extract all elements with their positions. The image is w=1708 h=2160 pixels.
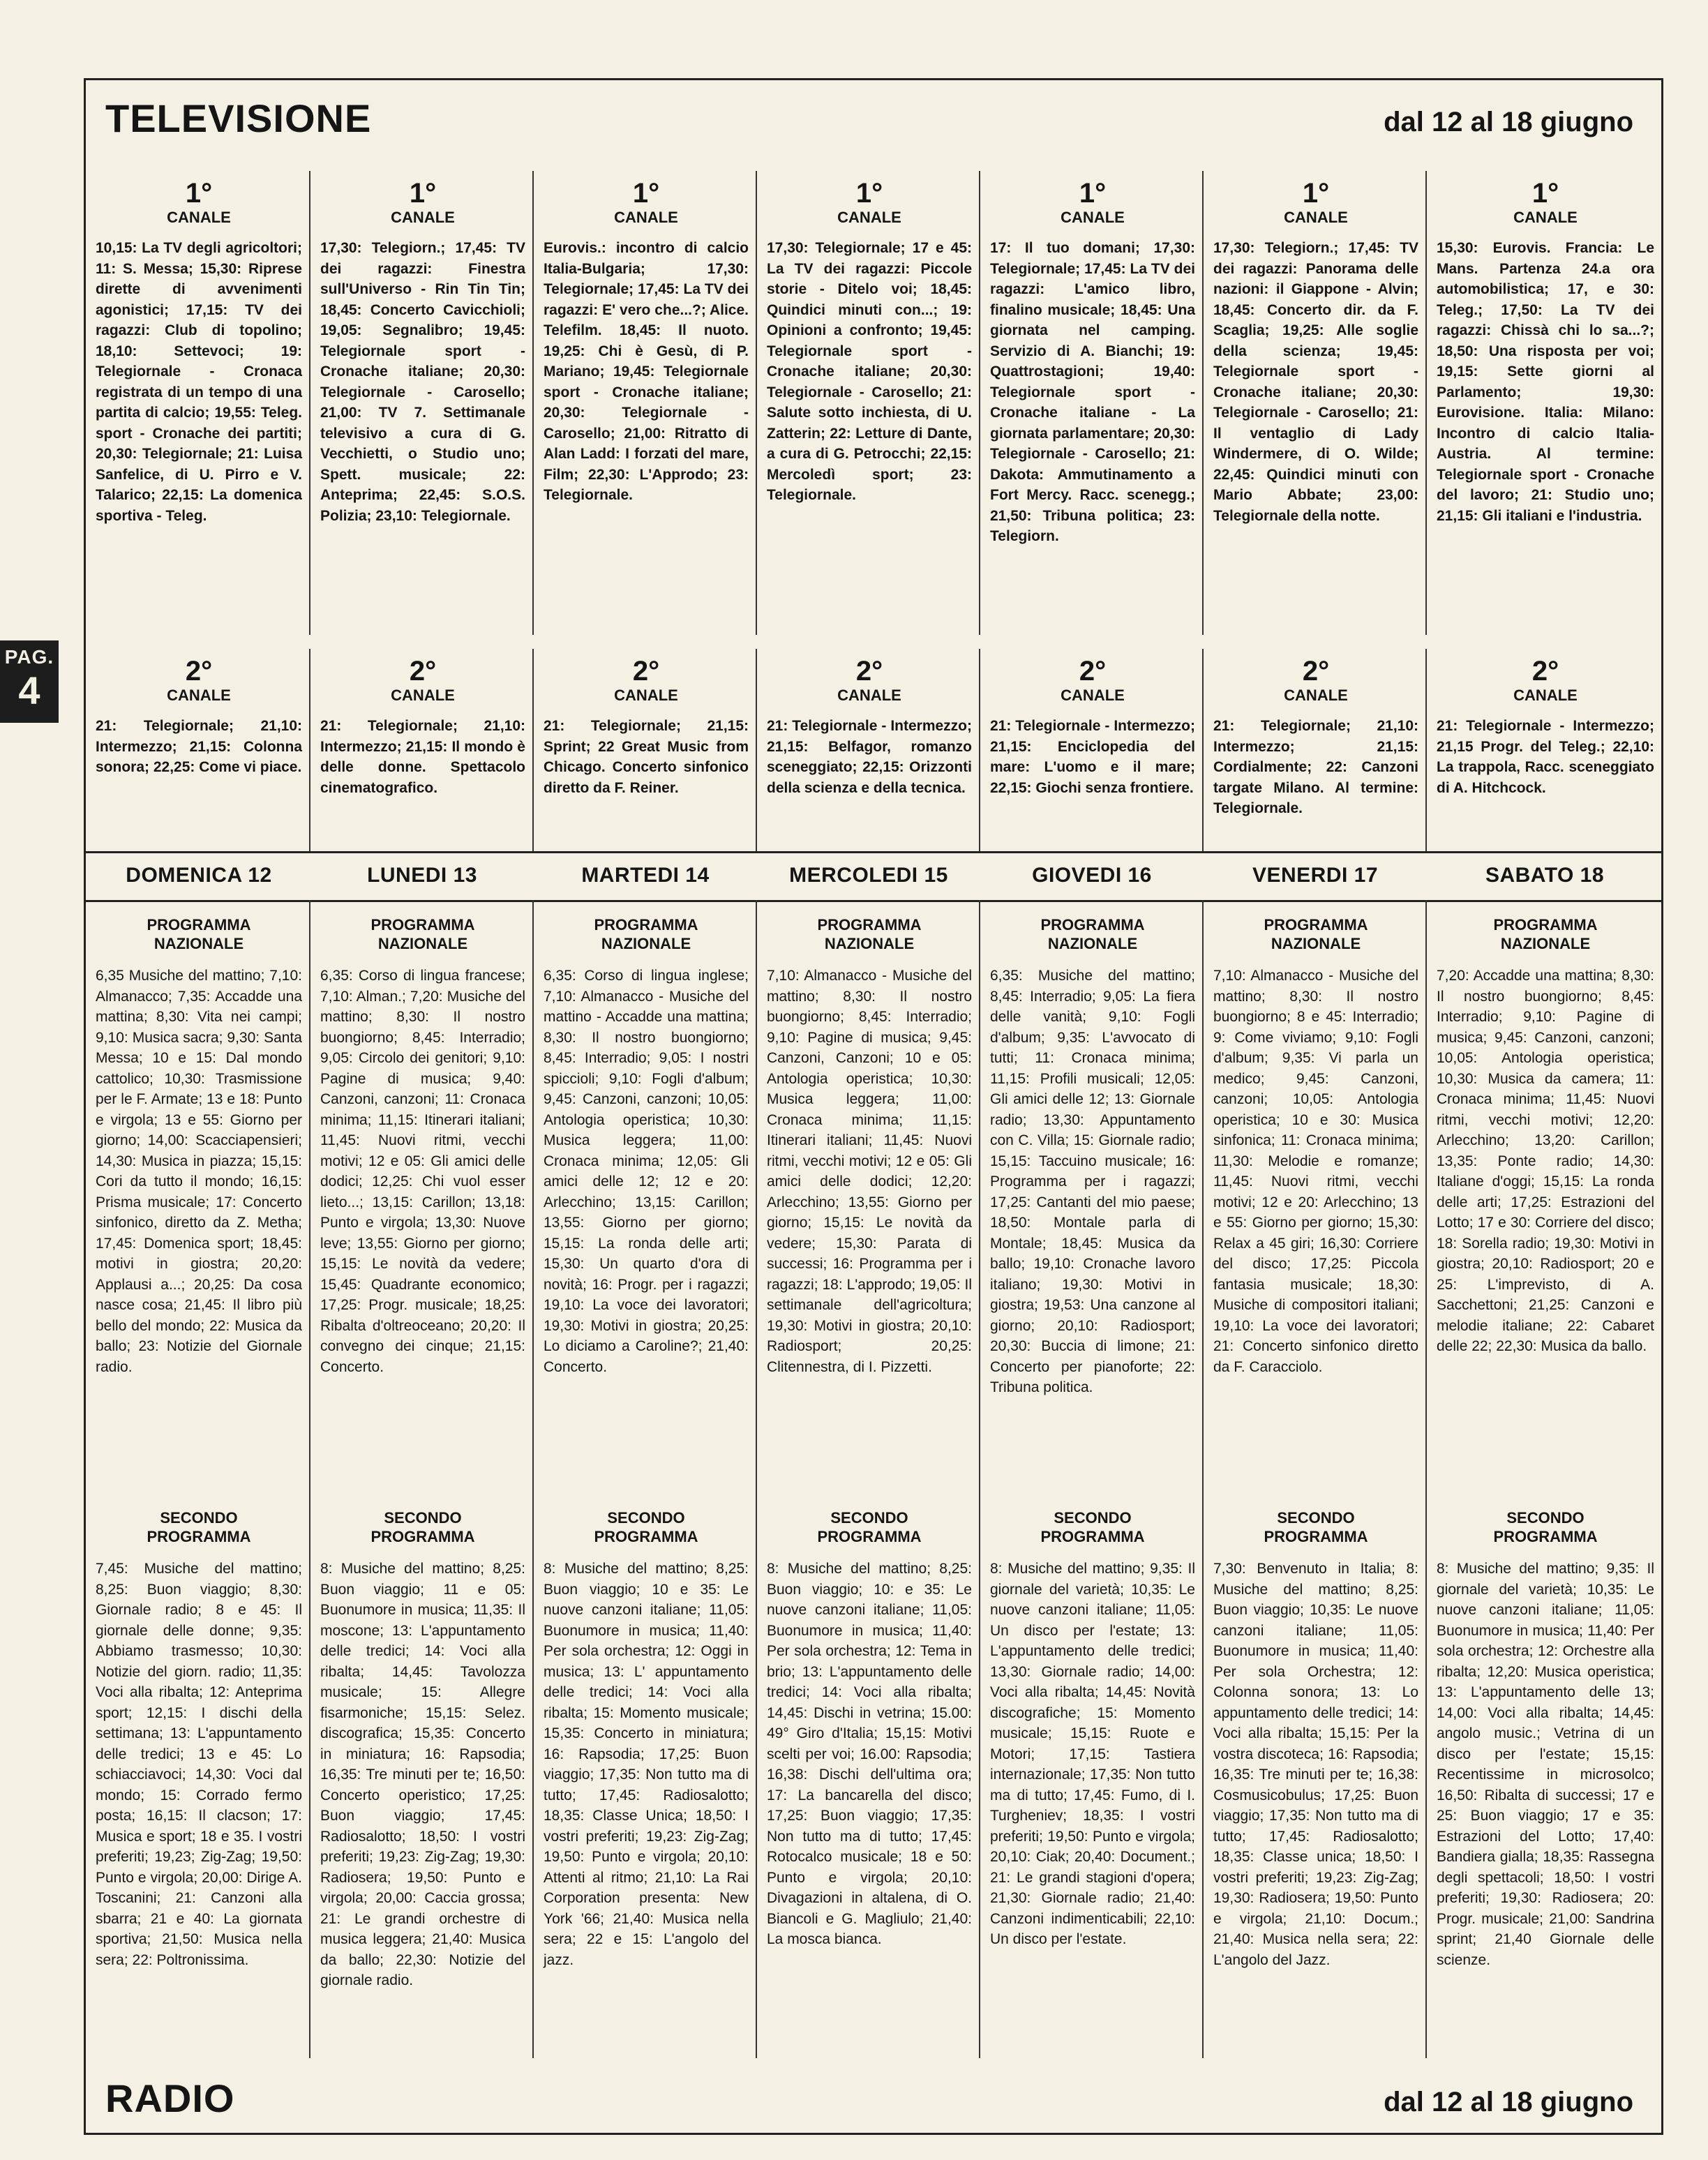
radio-nazionale-lunedi (309, 900, 532, 1493)
channel-label: CANALE (391, 209, 455, 226)
channel-label: CANALE (391, 687, 455, 704)
channel-label: CANALE (1513, 687, 1578, 704)
channel1-number: 1° (1531, 178, 1559, 209)
day-name: MARTEDI 14 (581, 864, 710, 887)
radio-secondo-lunedi (309, 1493, 532, 2058)
channel-label: CANALE (837, 687, 901, 704)
secondo-programma-label: SECONDO PROGRAMMA (370, 1509, 475, 1545)
radio-nazionale-sabato (1425, 900, 1661, 1493)
tv-channel1-sabato (1425, 171, 1661, 635)
tv-program-text: 21: Telegiornale; 21,15: Sprint; 22 Great Music from Chicago. Concerto sinfonico diretto da F. Reiner. (544, 718, 749, 796)
tv-program-text: 17,30: Telegiornale; 17 e 45: La TV dei ragazzi: Piccole storie - Ditelo voi; 18,45: Quindici minuti con...; 19: Opinioni a confronto; 19,45: Telegiornale sport - Cronache italiane; 20,30: Telegiornale - Carosello; 21: Salute sotto inchiesta, di U. Zatterin; 22: Letture di Dante, a cura di G. Petrocchi; 22,15: Mercoledì sport; 23: Telegiornale. (767, 240, 972, 503)
channel2-number: 2° (1079, 656, 1107, 687)
channel-label: CANALE (1284, 687, 1348, 704)
day-heading (86, 851, 309, 900)
channel2-number: 2° (1302, 656, 1330, 687)
radio-secondo-mercoledi (756, 1493, 979, 2058)
radio-secondo-venerdi (1202, 1493, 1425, 2058)
day-heading (1202, 851, 1425, 900)
tv-channel2-lunedi (309, 649, 532, 851)
radio-program-text: 7,30: Benvenuto in Italia; 8: Musiche del mattino; 8,25: Buon viaggio; 10,35: Le nuove canzoni italiane; 11,05: Buonumore in musica; 11,40: Per sola Orchestra; 12: Colonna sonora; 13: Lo appuntamento delle tredici; 14: Voci alla ribalta; 15,15: Per la vostra discoteca; 16: Rapsodia; 16,35: Tre minuti per te; 16,38: Cosmusicobulus; 17,25: Buon viaggio; 17,35: Non tutto ma di tutto; 17,45: Radiosalotto; 18,35: Classe unica; 18,50: I vostri preferiti; 19,23: Zig-Zag; 19,30: Radiosera; 19,50: Punto e virgola; 21,10: Docum.; 21,40: Musica nella sera; 22: L'angolo del Jazz. (1213, 1561, 1418, 1968)
channel-label: CANALE (1061, 687, 1125, 704)
channel2-number: 2° (632, 656, 660, 687)
radio-program-text: 6,35: Musiche del mattino; 8,45: Interradio; 9,05: La fiera delle vanità; 9,10: Fogli d'album; 9,35: L'avvocato di tutti; 11: Cronaca minima; 11,15: Profili musicali; 12,05: Gli amici delle 12; 13: Giornale radio; 13,30: Appuntamento con C. Villa; 15: Giornale radio; 15,15: Taccuino musicale; 16: Programma per i ragazzi; 17,25: Cantanti del mio paese; 18,50: Montale parla di Montale; 18,45: Musica da ballo; 19,10: Cronache lavoro italiano; 19,30: Motivi in giostra; 19,53: Una canzone al giorno; 20,10: Radiosport; 20,30: Buccia di limone; 21: Concerto per pianoforte; 22: Tribuna politica. (990, 968, 1195, 1395)
radio-program-text: 7,20: Accadde una mattina; 8,30: Il nostro buongiorno; 8,45: Interradio; 9,10: Pagine di musica; 9,45: Canzoni, canzoni; 10,05: Antologia operistica; 10,30: Musica da camera; 11: Cronaca minima; 11,45: Nuovi ritmi, vecchi motivi; 12,20: Arlecchino; 13,20: Carillon; 13,35: Ponte radio; 14,30: Italiane d'oggi; 15,15: La ronda delle arti; 17,25: Estrazioni del Lotto; 17 e 30: Corriere del disco; 18: Sorella radio; 19,30: Motivi in giostra; 20,10: Radiosport; 20 e 25: L'imprevisto, di A. Sacchettoni; 21,25: Canzoni e melodie italiane; 22: Cabaret delle 22; 22,30: Musica da ballo. (1437, 968, 1654, 1354)
radio-program-text: 8: Musiche del mattino; 8,25: Buon viaggio; 11 e 05: Buonumore in musica; 11,35: Il moscone; 13: L'appuntamento delle tredici; 14: Voci alla ribalta; 14,45: Tavolozza musicale; 15: Allegre fisarmoniche; 15,15: Selez. discografica; 15,35: Concerto in miniatura; 16: Rapsodia; 16,35: Tre minuti per te; 16,50: Concerto operistico; 17,25: Buon viaggio; 17,45: Radiosalotto; 18,50: I vostri preferiti; 19,23: Zig-Zag; 19,30: Radiosera; 19,50: Punto e virgola; 20,00: Caccia grossa; 21: Le grandi orchestre di musica leggera; 21,40: Musica da ballo; 22,30: Notizie del giornale radio. (320, 1561, 525, 1988)
day-heading (979, 851, 1202, 900)
radio-secondo-giovedi (979, 1493, 1202, 2058)
radio-program-text: 8: Musiche del mattino; 8,25: Buon viaggio; 10 e 35: Le nuove canzoni italiane; 11,05: Buonumore in musica; 11,40: Per sola orchestra; 12: Oggi in musica; 13: L' appuntamento delle tredici; 14: Voci alla ribalta; 15: Momento musicale; 15,35: Concerto in miniatura; 16: Rapsodia; 17,25: Buon viaggio; 17,35: Non tutto ma di tutto; 17,45: Radiosalotto; 18,35: Classe Unica; 18,50: I vostri preferiti; 19,23: Zig-Zag; 19,50: Punto e virgola; 20,10: Attenti al ritmo; 21,10: La Rai Corporation presenta: New York '66; 21,40: Musica nella sera; 22 e 15: L'angolo del jazz. (544, 1561, 749, 1968)
tv-date-range: dal 12 al 18 giugno (1384, 107, 1633, 137)
tv-program-text: 17: Il tuo domani; 17,30: Telegiornale; 17,45: La TV dei ragazzi: L'amico libro, finalino musicale; 18,45: Una giornata nel camping. Servizio di A. Bianchi; 19: Quattrostagioni; 19,40: Telegiornale sport - Cronache italiane - La giornata parlamentare; 20,30: Telegiornale - Carosello; 21: Dakota: Ammutinamento a Fort Mercy. Racc. scenegg.; 21,50: Tribuna politica; 23: Telegiorn. (990, 240, 1195, 544)
tv-program-text: 17,30: Telegiorn.; 17,45: TV dei ragazzi: Panorama delle nazioni: il Giappone - Alvin; 18,45: Concerto dir. da F. Scaglia; 19,25: Alle soglie della scienza; 19,45: Telegiornale sport - Cronache italiane; 20,30: Telegiornale - Carosello; 21: Il ventaglio di Lady Windermere, di O. Wilde; 22,45: Quindici minuti con Mario Abbate; 23,00: Telegiornale della notte. (1213, 240, 1418, 524)
day-heading (756, 851, 979, 900)
day-name: VENERDI 17 (1252, 864, 1379, 887)
radio-nazionale-martedi (532, 900, 756, 1493)
tv-program-text: 21: Telegiornale; 21,10: Intermezzo; 21,15: Cordialmente; 22: Canzoni targate Milano. Al termine: Telegiornale. (1213, 718, 1418, 816)
radio-program-text: 8: Musiche del mattino; 9,35: Il giornale del varietà; 10,35: Le nuove canzoni italiane; 11,05: Un disco per l'estate; 13: L'appuntamento delle tredici; 13,30: Giornale radio; 14,00: Voci alla ribalta; 14,45: Novità discografiche; 15: Momento musicale; 15,15: Ruote e Motori; 17,15: Tastiera internazionale; 17,35: Non tutto ma di tutto; 17,45: Fumo, di I. Turgheniev; 18,35: I vostri preferiti; 19,50: Punto e virgola; 20,10: Ciak; 20,40: Document.; 21: Le grandi stagioni d'opera; 21,30: Giornale radio; 21,40: Canzoni indimenticabili; 22,10: Un disco per l'estate. (990, 1561, 1195, 1947)
channel2-number: 2° (409, 656, 437, 687)
day-heading (309, 851, 532, 900)
secondo-programma-label: SECONDO PROGRAMMA (1493, 1509, 1598, 1545)
channel-label: CANALE (837, 209, 901, 226)
channel-label: CANALE (167, 209, 231, 226)
radio-program-text: 6,35 Musiche del mattino; 7,10: Almanacco; 7,35: Accadde una mattina; 8,30: Vita nei campi; 9,10: Musica sacra; 9,30: Santa Messa; 10 e 15: Dal mondo cattolico; 10,30: Trasmissione per le F. Armate; 13 e 18: Punto e virgola; 13 e 55: Giorno per giorno; 14,00: Scacciapensieri; 14,30: Musica in piazza; 15,15: Cori da tutto il mondo; 16,15: Prisma musicale; 17: Concerto sinfonico, diretto da Z. Metha; 17,45: Domenica sport; 18,45: motivi in giostra; 20,20: Applausi a...; 20,25: Da cosa nasce cosa; 21,45: Il libro più bello del mondo; 22: Musica da ballo; 23: Notizie del Giornale radio. (96, 968, 302, 1375)
tv-program-text: 21: Telegiornale; 21,10: Intermezzo; 21,15: Colonna sonora; 22,25: Come vi piace. (96, 718, 302, 775)
channel1-number: 1° (1079, 178, 1107, 209)
tv-channel2-giovedi (979, 649, 1202, 851)
day-name: MERCOLEDI 15 (789, 864, 948, 887)
radio-program-text: 6,35: Corso di lingua inglese; 7,10: Almanacco - Musiche del mattino - Accadde una mattina; 8,30: Il nostro buongiorno; 8,45: Interradio; 9,05: I nostri spiccioli; 9,10: Fogli d'album; 9,45: Canzoni, canzoni; 10,05: Antologia operistica; 10,30: Musica leggera; 11,00: Cronaca minima; 12,05: Gli amici delle 12; 12 e 20: Arlecchino; 13,15: Carillon; 13,55: Giorno per giorno; 15,15: La ronda delle arti; 15,30: Un quarto d'ora di novità; 16: Progr. per i ragazzi; 19,10: La voce dei lavoratori; 19,30: Motivi in giostra; 20,25: Lo diciamo a Caroline?; 21,40: Concerto. (544, 968, 749, 1375)
tv-header (86, 80, 1661, 147)
programma-nazionale-label: PROGRAMMA NAZIONALE (594, 916, 698, 952)
programma-nazionale-label: PROGRAMMA NAZIONALE (817, 916, 922, 952)
tv-channel2-martedi (532, 649, 756, 851)
tv-program-text: 15,30: Eurovis. Francia: Le Mans. Partenza 24.a ora automobilistica; 17, e 30: Teleg.; 17,50: La TV dei ragazzi: Chissà chi lo sa...?; 18,50: Una risposta per voi; 19,15: Sette giorni al Parlamento; 19,30: Eurovisione. Italia: Milano: Incontro di calcio Italia-Austria. Al termine: Telegiornale sport - Cronache del lavoro; 21: Studio uno; 21,15: Gli italiani e l'industria. (1437, 240, 1654, 524)
radio-secondo-martedi (532, 1493, 756, 2058)
tv-channel2-venerdi (1202, 649, 1425, 851)
channel-label: CANALE (1061, 209, 1125, 226)
radio-program-text: 8: Musiche del mattino; 8,25: Buon viaggio; 10: e 35: Le nuove canzoni italiane; 11,05: Buonumore in musica; 11,40: Per sola orchestra; 12: Tema in brio; 13: L'appuntamento delle tredici; 14: Voci alla ribalta; 14,45: Dischi in vetrina; 15.00: 49° Giro d'Italia; 15,15: Motivi scelti per voi; 16.00: Rapsodia; 16,38: Dischi dell'ultima ora; 17: La bancarella del disco; 17,25: Buon viaggio; 17,35: Non tutto ma di tutto; 17,45: Rotocalco musicale; 18 e 50: Punto e virgola; 20,10: Divagazioni in altalena, di O. Biancoli e G. Magliulo; 21,40: La mosca bianca. (767, 1561, 972, 1947)
radio-footer (86, 2059, 1661, 2126)
radio-nazionale-venerdi (1202, 900, 1425, 1493)
tv-program-text: Eurovis.: incontro di calcio Italia-Bulgaria; 17,30: Telegiornale; 17,45: La TV dei ragazzi: E' vero che...?; Alice. Telefilm. 18,45: Il nuoto. 19,25: Chi è Gesù, di P. Mariano; 19,45: Telegiornale sport - Cronache italiane; 20,30: Telegiornale - Carosello; 21,00: Ritratto di Alan Ladd: I forzati del mare, Film; 22,30: L'Approdo; 23: Telegiornale. (544, 240, 749, 503)
secondo-programma-label: SECONDO PROGRAMMA (1264, 1509, 1368, 1545)
channel2-number: 2° (185, 656, 213, 687)
channel-label: CANALE (1284, 209, 1348, 226)
channel-label: CANALE (614, 209, 678, 226)
channel1-number: 1° (632, 178, 660, 209)
radio-program-text: 6,35: Corso di lingua francese; 7,10: Alman.; 7,20: Musiche del mattino; 8,30: Il nostro buongiorno; 8,45: Interradio; 9,05: Circolo dei genitori; 9,10: Pagine di musica; 9,40: Canzoni, canzoni; 11: Cronaca minima; 11,15: Itinerari italiani; 11,45: Nuovi ritmi, vecchi motivi; 12 e 05: Gli amici delle dodici; 12,25: Chi vuol esser lieto...; 13,15: Carillon; 13,18: Punto e virgola; 13,30: Nuove leve; 13,55: Giorno per giorno; 15,15: Le novità da vedere; 15,45: Quadrante economico; 17,25: Progr. musicale; 18,25: Ribalta d'oltreoceano; 20,20: Il convegno dei cinque; 21,15: Concerto. (320, 968, 525, 1375)
secondo-programma-label: SECONDO PROGRAMMA (1040, 1509, 1145, 1545)
tv-channel2-mercoledi (756, 649, 979, 851)
tv-program-text: 10,15: La TV degli agricoltori; 11: S. Messa; 15,30: Riprese dirette di avvenimenti agonistici; 17,15: TV dei ragazzi: Club di topolino; 18,10: Settevoci; 19: Telegiornale - Cronaca registrata di un tempo di una partita di calcio; 19,55: Teleg. sport - Cronache dei partiti; 20,30: Telegiornale; 21: Luisa Sanfelice, di U. Pirro e V. Talarico; 22,15: La domenica sportiva - Teleg. (96, 240, 302, 524)
channel-label: CANALE (167, 687, 231, 704)
secondo-programma-label: SECONDO PROGRAMMA (147, 1509, 251, 1545)
tv-channel1-domenica (86, 171, 309, 635)
tv-channel1-mercoledi (756, 171, 979, 635)
radio-program-text: 8: Musiche del mattino; 9,35: Il giornale del varietà; 10,35: Le nuove canzoni italiane; 11,05: Buonumore in musica; 11,40: Per sola orchestra; 12: Orchestre alla ribalta; 12,20: Musica operistica; 13: L'appuntamento delle 13; 14,00: Voci alla ribalta; 14,45: angolo music.; Vetrina di un disco per l'estate; 15,15: Recentissime in microsolco; 16,50: Ribalta di successi; 17 e 25: Buon viaggio; 17 e 35: Estrazioni del Lotto; 17,40: Bandiera gialla; 18,35: Rassegna degli spettacoli; 18,50: I vostri preferiti; 19,30: Radiosera; 20: Progr. musicale; 21,00: Sandrina sprint; 21,40 Giornale delle scienze. (1437, 1561, 1654, 1968)
radio-secondo-sabato (1425, 1493, 1661, 2058)
radio-program-text: 7,10: Almanacco - Musiche del mattino; 8,30: Il nostro buongiorno; 8 e 45: Interradio; 9: Come viviamo; 9,10: Fogli d'album; 9,35: Vi parla un medico; 9,45: Canzoni, canzoni; 10,05: Antologia operistica; 10 e 30: Musica sinfonica; 11: Cronaca minima; 11,30: Melodie e romanze; 11,45: Nuovi ritmi, vecchi motivi; 12 e 20: Arlecchino; 13 e 55: Giorno per giorno; 15,30: Relax a 45 giri; 16,30: Corriere del disco; 17,25: Piccola fantasia musicale; 18,30: Musiche di compositori italiani; 19,10: La voce dei lavoratori; 21: Concerto sinfonico diretto da F. Caracciolo. (1213, 968, 1418, 1375)
channel1-number: 1° (1302, 178, 1330, 209)
channel1-number: 1° (855, 178, 883, 209)
channel2-number: 2° (855, 656, 883, 687)
tv-channel2-domenica (86, 649, 309, 851)
tv-section-title: TELEVISIONE (105, 96, 372, 140)
radio-section-title: RADIO (105, 2076, 235, 2120)
radio-date-range: dal 12 al 18 giugno (1384, 2087, 1633, 2117)
programma-nazionale-label: PROGRAMMA NAZIONALE (1493, 916, 1598, 952)
page-number-tab (0, 640, 59, 723)
day-name: SABATO 18 (1485, 864, 1605, 887)
channel1-number: 1° (185, 178, 213, 209)
programma-nazionale-label: PROGRAMMA NAZIONALE (147, 916, 251, 952)
radio-program-text: 7,10: Almanacco - Musiche del mattino; 8,30: Il nostro buongiorno; 8,45: Interradio; 9,10: Pagine di musica; 9,45: Canzoni, Canzoni; 10 e 05: Antologia operistica; 10,30: Musica leggera; 11,00: Cronaca minima; 11,15: Itinerari italiani; 11,45: Nuovi ritmi, vecchi motivi; 12 e 05: Gli amici delle dodici; 12,20: Arlecchino; 13,55: Giorno per giorno; 15,15: Le novità da vedere; 15,30: Parata di successi; 16: Programma per i ragazzi; 18: L'approdo; 19,05: Il settimanale dell'agricoltura; 19,30: Motivi in giostra; 20,10: Radiosport; 20,25: Clitennestra, di I. Pizzetti. (767, 968, 972, 1375)
radio-nazionale-domenica (86, 900, 309, 1493)
radio-program-text: 7,45: Musiche del mattino; 8,25: Buon viaggio; 8,30: Giornale radio; 8 e 45: Il giornale delle donne; 9,35: Abbiamo trasmesso; 10,30: Notizie del giorn. radio; 11,35: Voci alla ribalta; 12: Anteprima sport; 12,15: I dischi della settimana; 13: L'appuntamento delle tredici; 13 e 45: Lo schiacciavoci; 14,30: Voci dal mondo; 15: Corrado fermo posta; 16,15: Il clacson; 17: Musica e sport; 18 e 35. I vostri preferiti; 19,23; Zig-Zag; 19,50: Punto e virgola; 20,00: Dirige A. Toscanini; 21: Canzoni alla sbarra; 21 e 40: La giornata sportiva; 21,50: Musica nella sera; 22: Poltronissima. (96, 1561, 302, 1968)
tv-channel1-giovedi (979, 171, 1202, 635)
secondo-programma-label: SECONDO PROGRAMMA (817, 1509, 922, 1545)
radio-secondo-domenica (86, 1493, 309, 2058)
programma-nazionale-label: PROGRAMMA NAZIONALE (1264, 916, 1368, 952)
tv-program-text: 21: Telegiornale; 21,10: Intermezzo; 21,15: Il mondo è delle donne. Spettacolo cinematografico. (320, 718, 525, 796)
secondo-programma-label: SECONDO PROGRAMMA (594, 1509, 698, 1545)
day-name: LUNEDI 13 (367, 864, 477, 887)
programma-nazionale-label: PROGRAMMA NAZIONALE (370, 916, 475, 952)
day-name: GIOVEDI 16 (1032, 864, 1152, 887)
tv-program-text: 21: Telegiornale - Intermezzo; 21,15: Belfagor, romanzo sceneggiato; 22,15: Orizzonti della scienza e della tecnica. (767, 718, 972, 796)
day-heading (532, 851, 756, 900)
tv-channel1-martedi (532, 171, 756, 635)
tv-program-text: 17,30: Telegiorn.; 17,45: TV dei ragazzi: Finestra sull'Universo - Rin Tin Tin; 18,45: Concerto Cavicchioli; 19,05: Segnalibro; 19,45: Telegiornale sport - Cronache italiane; 20,30: Telegiornale - Carosello; 21,00: TV 7. Settimanale televisivo a cura di G. Vecchietti, o Studio uno; Spett. musicale; 22: Anteprima; 22,45: S.O.S. Polizia; 23,10: Telegiornale. (320, 240, 525, 524)
tv-channel1-lunedi (309, 171, 532, 635)
tv-program-text: 21: Telegiornale - Intermezzo; 21,15 Progr. del Teleg.; 22,10: La trappola, Racc. sceneggiato di A. Hitchcock. (1437, 718, 1654, 796)
channel2-number: 2° (1531, 656, 1559, 687)
radio-nazionale-mercoledi (756, 900, 979, 1493)
day-heading (1425, 851, 1661, 900)
tv-channel2-sabato (1425, 649, 1661, 851)
tv-channel1-venerdi (1202, 171, 1425, 635)
day-name: DOMENICA 12 (126, 864, 272, 887)
channel-label: CANALE (614, 687, 678, 704)
programma-nazionale-label: PROGRAMMA NAZIONALE (1040, 916, 1145, 952)
radio-nazionale-giovedi (979, 900, 1202, 1493)
page-tab-number: 4 (18, 668, 40, 712)
tv-program-text: 21: Telegiornale - Intermezzo; 21,15: Enciclopedia del mare: L'uomo e il mare; 22,15: Giochi senza frontiere. (990, 718, 1195, 796)
schedule-frame (84, 78, 1663, 2135)
page-tab-label: PAG. (4, 646, 54, 668)
channel1-number: 1° (409, 178, 437, 209)
channel-label: CANALE (1513, 209, 1578, 226)
